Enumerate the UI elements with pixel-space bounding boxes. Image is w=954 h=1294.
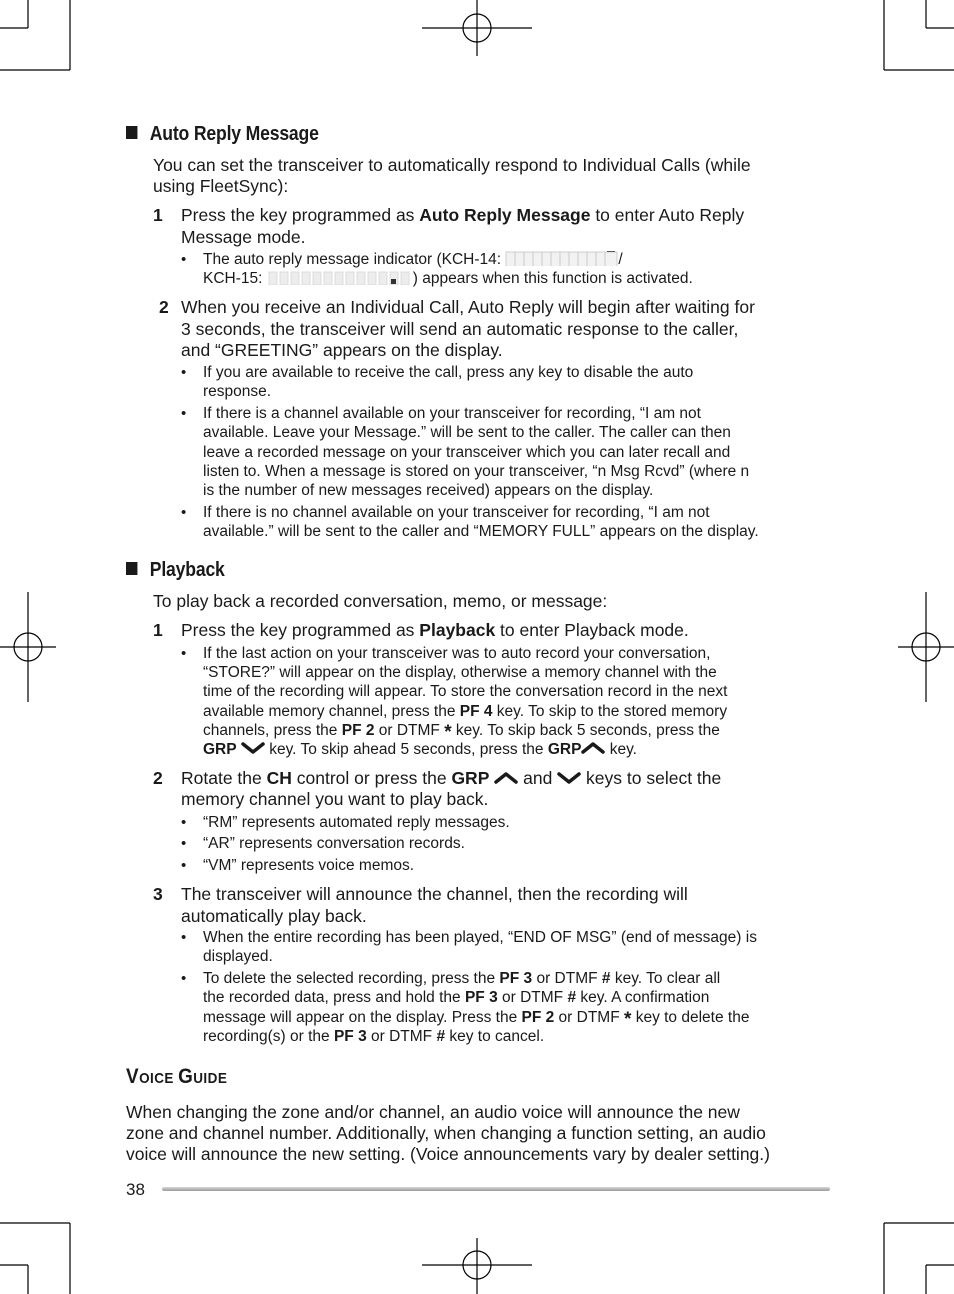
bullet: • [181, 835, 187, 852]
bullet-text [203, 969, 720, 989]
step-number: 2 [159, 297, 169, 317]
playback-step3-line-2: automatically play back. [181, 906, 367, 926]
text: key to delete the [631, 1009, 750, 1026]
key-name: # [436, 1028, 446, 1045]
playback-step3-line-1: The transceiver will announce the channel, then the recording will [181, 884, 688, 904]
text: G [178, 1065, 194, 1088]
voice-guide-line-3: voice will announce the new setting. (Voice announcements vary by dealer setting.) [126, 1144, 770, 1164]
step-number: 1 [153, 620, 163, 640]
step-number: 1 [153, 205, 163, 225]
auto-reply-step1-line-2: Message mode. [181, 227, 306, 247]
text: or DTMF [554, 1009, 624, 1026]
text: and [518, 768, 558, 788]
key-name: PF 3 [499, 970, 533, 987]
auto-reply-step1-line-1 [181, 205, 744, 227]
text: keys to select the [581, 768, 722, 788]
text: Press the key programmed as [181, 620, 420, 640]
text: UIDE [193, 1070, 228, 1087]
section-heading-playback [126, 559, 225, 582]
auto-reply-intro-line-1: You can set the transceiver to automatically respond to Individual Calls (while [153, 155, 751, 175]
text: key to cancel. [445, 1028, 545, 1045]
text: key. [605, 741, 637, 758]
text: channels, press the [203, 722, 342, 739]
grp-down-chevron-icon [557, 771, 581, 785]
key-name: # [567, 989, 577, 1006]
text: key. To skip ahead 5 seconds, press the [264, 741, 548, 758]
text: control or press the [291, 768, 452, 788]
bullet-text: available.” will be sent to the caller and “MEMORY FULL” appears on the display. [203, 523, 759, 540]
bullet-text: leave a recorded message on your transceiver which you can later recall and [203, 444, 731, 461]
bullet-text: If there is a channel available on your transceiver for recording, “I am not [203, 405, 701, 422]
grp-up-chevron-icon [494, 771, 518, 785]
bullet-text [203, 702, 727, 722]
key-name: PF 3 [333, 1028, 367, 1045]
text: key. To clear all [610, 970, 721, 987]
text: to enter Playback mode. [495, 620, 689, 640]
text: key. A confirmation [576, 989, 710, 1006]
bullet-text [203, 1008, 749, 1028]
text: available memory channel, press the [203, 703, 460, 720]
bullet-text: available. Leave your Message.” will be sent to the caller. The caller can then [203, 424, 731, 441]
text: message will appear on the display. Press the [203, 1009, 522, 1026]
text: ) appears when this function is activated. [412, 270, 693, 287]
bullet-text: “VM” represents voice memos. [203, 857, 415, 874]
bullet-text: “STORE?” will appear on the display, otherwise a memory channel with the [203, 664, 717, 681]
bullet: • [181, 929, 187, 946]
step-number: 3 [153, 884, 163, 904]
bullet-text: If the last action on your transceiver was to auto record your conversation, [203, 645, 711, 662]
key-name: GRP [451, 768, 490, 788]
key-name: GRP [547, 741, 582, 758]
bullet-text: “RM” represents automated reply messages. [203, 814, 510, 831]
text: or DTMF [374, 722, 445, 739]
key-name: # [601, 970, 611, 987]
bullet: • [181, 405, 187, 422]
playback-step1-line [181, 620, 689, 642]
text: KCH-15: [203, 270, 267, 287]
auto-reply-step2-line-1: When you receive an Individual Call, Auto Reply will begin after waiting for [181, 297, 755, 317]
key-name: PF 3 [464, 989, 498, 1006]
grp-up-chevron-icon [581, 741, 605, 755]
key-name: PF 4 [459, 703, 493, 720]
bullet: • [181, 814, 187, 831]
bullet-text: If there is no channel available on your transceiver for recording, “I am not [203, 504, 710, 521]
text: to enter Auto Reply [590, 205, 745, 225]
bullet-text [203, 988, 709, 1008]
bullet-text: If you are available to receive the call, press any key to disable the auto [203, 364, 694, 381]
bullet-text: “AR” represents conversation records. [203, 835, 465, 852]
key-name: Playback [419, 620, 496, 640]
text: or DTMF [497, 989, 568, 1006]
auto-reply-step1-bullet-line-2 [203, 269, 693, 289]
lcd-indicator-kch14-icon [505, 251, 618, 266]
key-name: CH [266, 768, 292, 788]
auto-reply-intro-line-2: using FleetSync): [153, 176, 289, 196]
text: key. To skip to the stored memory [492, 703, 728, 720]
bullet-text [203, 740, 637, 760]
playback-step2-line-2: memory channel you want to play back. [181, 789, 489, 809]
text: To delete the selected recording, press the [203, 970, 500, 987]
bullet: • [181, 970, 187, 987]
bullet-text: response. [203, 383, 272, 400]
square-bullet-icon [126, 562, 137, 575]
text: / [618, 251, 623, 268]
text: or DTMF [366, 1028, 437, 1045]
bullet-text: is the number of new messages received) appears on the display. [203, 482, 654, 499]
bullet: • [181, 504, 187, 521]
key-name: PF 2 [341, 722, 375, 739]
voice-guide-line-1: When changing the zone and/or channel, an audio voice will announce the new [126, 1102, 740, 1122]
key-name: GRP [203, 741, 237, 758]
text: key. To skip back 5 seconds, press the [451, 722, 720, 739]
text: V [126, 1065, 140, 1088]
bullet-text: listen to. When a message is stored on your transceiver, “n Msg Rcvd” (where n [203, 463, 750, 480]
footer-rule [162, 1187, 830, 1191]
key-name: PF 2 [521, 1009, 555, 1026]
section-heading-voice-guide [126, 1065, 227, 1089]
auto-reply-step2-line-3: and “GREETING” appears on the display. [181, 340, 503, 360]
lcd-indicator-kch15-icon [267, 270, 413, 285]
bullet-text: displayed. [203, 948, 273, 965]
bullet: • [181, 857, 187, 874]
page-number: 38 [126, 1180, 145, 1199]
bullet: • [181, 364, 187, 381]
bullet: • [181, 251, 187, 268]
voice-guide-line-2: zone and channel number. Additionally, when changing a function setting, an audio [126, 1123, 766, 1143]
asterisk-icon: * [623, 1009, 632, 1030]
playback-step2-line-1 [181, 768, 721, 790]
text: OICE [139, 1070, 179, 1087]
bullet-text [203, 721, 720, 741]
square-bullet-icon [126, 126, 137, 139]
key-name: Auto Reply Message [419, 205, 591, 225]
grp-down-chevron-icon [241, 741, 265, 755]
bullet-text [203, 1027, 544, 1047]
auto-reply-step2-line-2: 3 seconds, the transceiver will send an automatic response to the caller, [181, 319, 739, 339]
bullet-text: time of the recording will appear. To store the conversation record in the next [203, 683, 728, 700]
text: the recorded data, press and hold the [203, 989, 465, 1006]
text: recording(s) or the [203, 1028, 334, 1045]
text: Press the key programmed as [181, 205, 420, 225]
playback-intro: To play back a recorded conversation, memo, or message: [153, 591, 608, 611]
auto-reply-step1-bullet-line-1 [203, 250, 623, 270]
text: The auto reply message indicator (KCH-14: [203, 251, 506, 268]
step-number: 2 [153, 768, 163, 788]
asterisk-icon: * [444, 722, 452, 743]
heading-text: Playback [149, 559, 225, 581]
text: Rotate the [181, 768, 267, 788]
bullet-text: When the entire recording has been played, “END OF MSG” (end of message) is [203, 929, 757, 946]
section-heading-auto-reply [126, 123, 319, 146]
heading-text: Auto Reply Message [149, 123, 319, 145]
text: or DTMF [532, 970, 602, 987]
bullet: • [181, 645, 187, 662]
